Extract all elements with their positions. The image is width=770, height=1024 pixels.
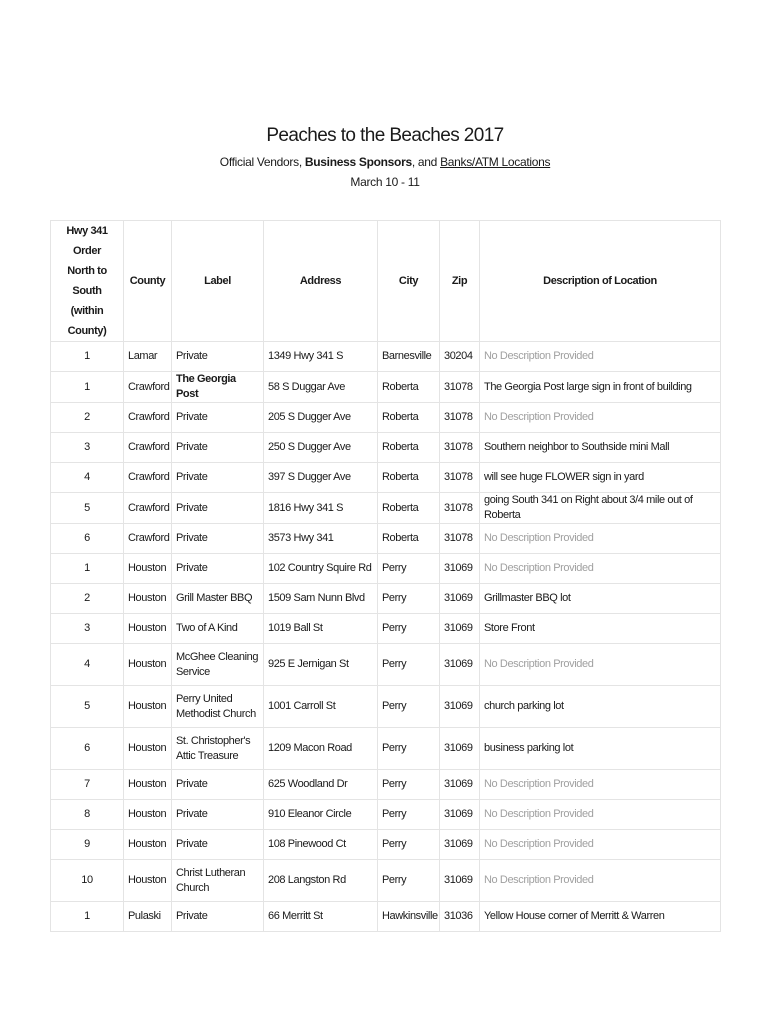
table-row [51, 433, 721, 463]
cell-description: Southern neighbor to Southside mini Mall [480, 433, 721, 463]
cell-city: Perry [378, 614, 440, 644]
cell-county: Houston [124, 584, 172, 614]
cell-description: No Description Provided [480, 830, 721, 860]
cell-description: business parking lot [480, 728, 721, 770]
col-header-order [51, 221, 124, 342]
cell-zip: 31078 [440, 463, 480, 493]
cell-zip: 31069 [440, 830, 480, 860]
cell-county: Houston [124, 830, 172, 860]
cell-county: Houston [124, 686, 172, 728]
cell-city: Perry [378, 728, 440, 770]
cell-zip: 31078 [440, 372, 480, 403]
cell-order: 10 [51, 860, 124, 902]
cell-address: 910 Eleanor Circle [264, 800, 378, 830]
cell-county: Crawford [124, 493, 172, 524]
cell-zip: 31069 [440, 644, 480, 686]
cell-description: going South 341 on Right about 3/4 mile out of Roberta [480, 493, 721, 524]
cell-zip: 31069 [440, 860, 480, 902]
cell-city: Perry [378, 830, 440, 860]
cell-order: 7 [51, 770, 124, 800]
cell-county: Crawford [124, 524, 172, 554]
cell-city: Barnesville [378, 342, 440, 372]
cell-label: McGhee Cleaning Service [172, 644, 264, 686]
cell-order: 4 [51, 644, 124, 686]
cell-city: Perry [378, 554, 440, 584]
cell-zip: 31069 [440, 800, 480, 830]
cell-order: 3 [51, 433, 124, 463]
cell-address: 66 Merritt St [264, 902, 378, 932]
cell-order: 1 [51, 554, 124, 584]
cell-description: The Georgia Post large sign in front of building [480, 372, 721, 403]
cell-label: Private [172, 830, 264, 860]
cell-label: The Georgia Post [172, 372, 264, 403]
cell-order: 9 [51, 830, 124, 860]
cell-zip: 31069 [440, 728, 480, 770]
cell-order: 1 [51, 342, 124, 372]
cell-zip: 31078 [440, 433, 480, 463]
cell-city: Perry [378, 686, 440, 728]
cell-address: 58 S Duggar Ave [264, 372, 378, 403]
cell-city: Perry [378, 644, 440, 686]
document-title: Peaches to the Beaches 2017 [266, 125, 504, 146]
col-header-order-line3: (within County) [67, 305, 107, 337]
col-header-order-line2: North to South [67, 265, 107, 297]
cell-order: 1 [51, 902, 124, 932]
table-row [51, 728, 721, 770]
cell-label: Private [172, 493, 264, 524]
document-subtitle [0, 152, 770, 172]
cell-address: 625 Woodland Dr [264, 770, 378, 800]
table-row [51, 800, 721, 830]
col-header-county: County [124, 221, 172, 342]
table-row [51, 463, 721, 493]
cell-label: Private [172, 433, 264, 463]
cell-label: Private [172, 554, 264, 584]
cell-description: Store Front [480, 614, 721, 644]
cell-zip: 31078 [440, 493, 480, 524]
table-row [51, 342, 721, 372]
cell-label: Private [172, 770, 264, 800]
cell-description: No Description Provided [480, 342, 721, 372]
table-row [51, 524, 721, 554]
cell-order: 2 [51, 403, 124, 433]
cell-city: Perry [378, 800, 440, 830]
table-row [51, 554, 721, 584]
subtitle-mid: , and [411, 155, 441, 169]
table-row [51, 614, 721, 644]
table-row [51, 403, 721, 433]
cell-zip: 31069 [440, 554, 480, 584]
cell-county: Pulaski [124, 902, 172, 932]
cell-zip: 31078 [440, 524, 480, 554]
cell-address: 208 Langston Rd [264, 860, 378, 902]
cell-description: church parking lot [480, 686, 721, 728]
table-row [51, 860, 721, 902]
table-row [51, 770, 721, 800]
table-header-row [51, 221, 721, 342]
cell-order: 3 [51, 614, 124, 644]
subtitle-sponsors: Business Sponsors [304, 155, 412, 169]
cell-county: Houston [124, 800, 172, 830]
cell-county: Houston [124, 860, 172, 902]
table-row [51, 686, 721, 728]
cell-address: 1349 Hwy 341 S [264, 342, 378, 372]
cell-address: 1209 Macon Road [264, 728, 378, 770]
cell-description: No Description Provided [480, 644, 721, 686]
cell-zip: 31069 [440, 686, 480, 728]
cell-order: 5 [51, 686, 124, 728]
cell-label: Private [172, 902, 264, 932]
cell-county: Crawford [124, 372, 172, 403]
cell-city: Roberta [378, 403, 440, 433]
cell-zip: 31069 [440, 584, 480, 614]
cell-county: Houston [124, 614, 172, 644]
col-header-description: Description of Location [480, 221, 721, 342]
document-header [0, 122, 770, 192]
cell-city: Roberta [378, 524, 440, 554]
locations-table [50, 220, 721, 932]
table-row [51, 830, 721, 860]
cell-description: No Description Provided [480, 524, 721, 554]
cell-order: 8 [51, 800, 124, 830]
cell-zip: 31036 [440, 902, 480, 932]
cell-city: Roberta [378, 433, 440, 463]
cell-county: Crawford [124, 403, 172, 433]
cell-address: 250 S Dugger Ave [264, 433, 378, 463]
cell-address: 397 S Dugger Ave [264, 463, 378, 493]
cell-city: Perry [378, 860, 440, 902]
table-row [51, 584, 721, 614]
cell-label: Private [172, 800, 264, 830]
cell-description: No Description Provided [480, 800, 721, 830]
cell-label: Private [172, 403, 264, 433]
cell-county: Houston [124, 728, 172, 770]
col-header-label: Label [172, 221, 264, 342]
cell-label: Two of A Kind [172, 614, 264, 644]
cell-order: 6 [51, 728, 124, 770]
cell-label: St. Christopher's Attic Treasure [172, 728, 264, 770]
cell-city: Roberta [378, 463, 440, 493]
cell-order: 5 [51, 493, 124, 524]
cell-address: 205 S Dugger Ave [264, 403, 378, 433]
cell-description: No Description Provided [480, 403, 721, 433]
cell-address: 102 Country Squire Rd [264, 554, 378, 584]
cell-label: Private [172, 463, 264, 493]
col-header-address: Address [264, 221, 378, 342]
cell-county: Houston [124, 770, 172, 800]
cell-address: 3573 Hwy 341 [264, 524, 378, 554]
cell-description: Grillmaster BBQ lot [480, 584, 721, 614]
cell-zip: 31069 [440, 614, 480, 644]
table-row [51, 902, 721, 932]
cell-label: Private [172, 342, 264, 372]
cell-county: Houston [124, 644, 172, 686]
cell-label: Christ Lutheran Church [172, 860, 264, 902]
cell-address: 1019 Ball St [264, 614, 378, 644]
cell-address: 1816 Hwy 341 S [264, 493, 378, 524]
cell-city: Perry [378, 770, 440, 800]
cell-address: 1509 Sam Nunn Blvd [264, 584, 378, 614]
event-dates: March 10 - 11 [350, 175, 420, 189]
cell-description: No Description Provided [480, 554, 721, 584]
cell-zip: 31069 [440, 770, 480, 800]
cell-address: 108 Pinewood Ct [264, 830, 378, 860]
cell-description: No Description Provided [480, 860, 721, 902]
cell-city: Perry [378, 584, 440, 614]
subtitle-prefix: Official Vendors, [219, 155, 305, 169]
cell-county: Houston [124, 554, 172, 584]
cell-county: Crawford [124, 463, 172, 493]
cell-order: 6 [51, 524, 124, 554]
cell-label: Grill Master BBQ [172, 584, 264, 614]
table-row [51, 493, 721, 524]
cell-description: will see huge FLOWER sign in yard [480, 463, 721, 493]
cell-description: No Description Provided [480, 770, 721, 800]
cell-order: 4 [51, 463, 124, 493]
cell-county: Lamar [124, 342, 172, 372]
cell-label: Private [172, 524, 264, 554]
cell-zip: 31078 [440, 403, 480, 433]
cell-county: Crawford [124, 433, 172, 463]
subtitle-banks: Banks/ATM Locations [440, 155, 551, 169]
col-header-zip: Zip [440, 221, 480, 342]
cell-zip: 30204 [440, 342, 480, 372]
table-row [51, 372, 721, 403]
cell-label: Perry United Methodist Church [172, 686, 264, 728]
col-header-order-line1: Hwy 341 Order [66, 225, 108, 257]
cell-address: 925 E Jernigan St [264, 644, 378, 686]
cell-city: Roberta [378, 493, 440, 524]
table-row [51, 644, 721, 686]
cell-city: Roberta [378, 372, 440, 403]
col-header-city: City [378, 221, 440, 342]
cell-address: 1001 Carroll St [264, 686, 378, 728]
cell-description: Yellow House corner of Merritt & Warren [480, 902, 721, 932]
cell-city: Hawkinsville [378, 902, 440, 932]
cell-order: 1 [51, 372, 124, 403]
cell-order: 2 [51, 584, 124, 614]
